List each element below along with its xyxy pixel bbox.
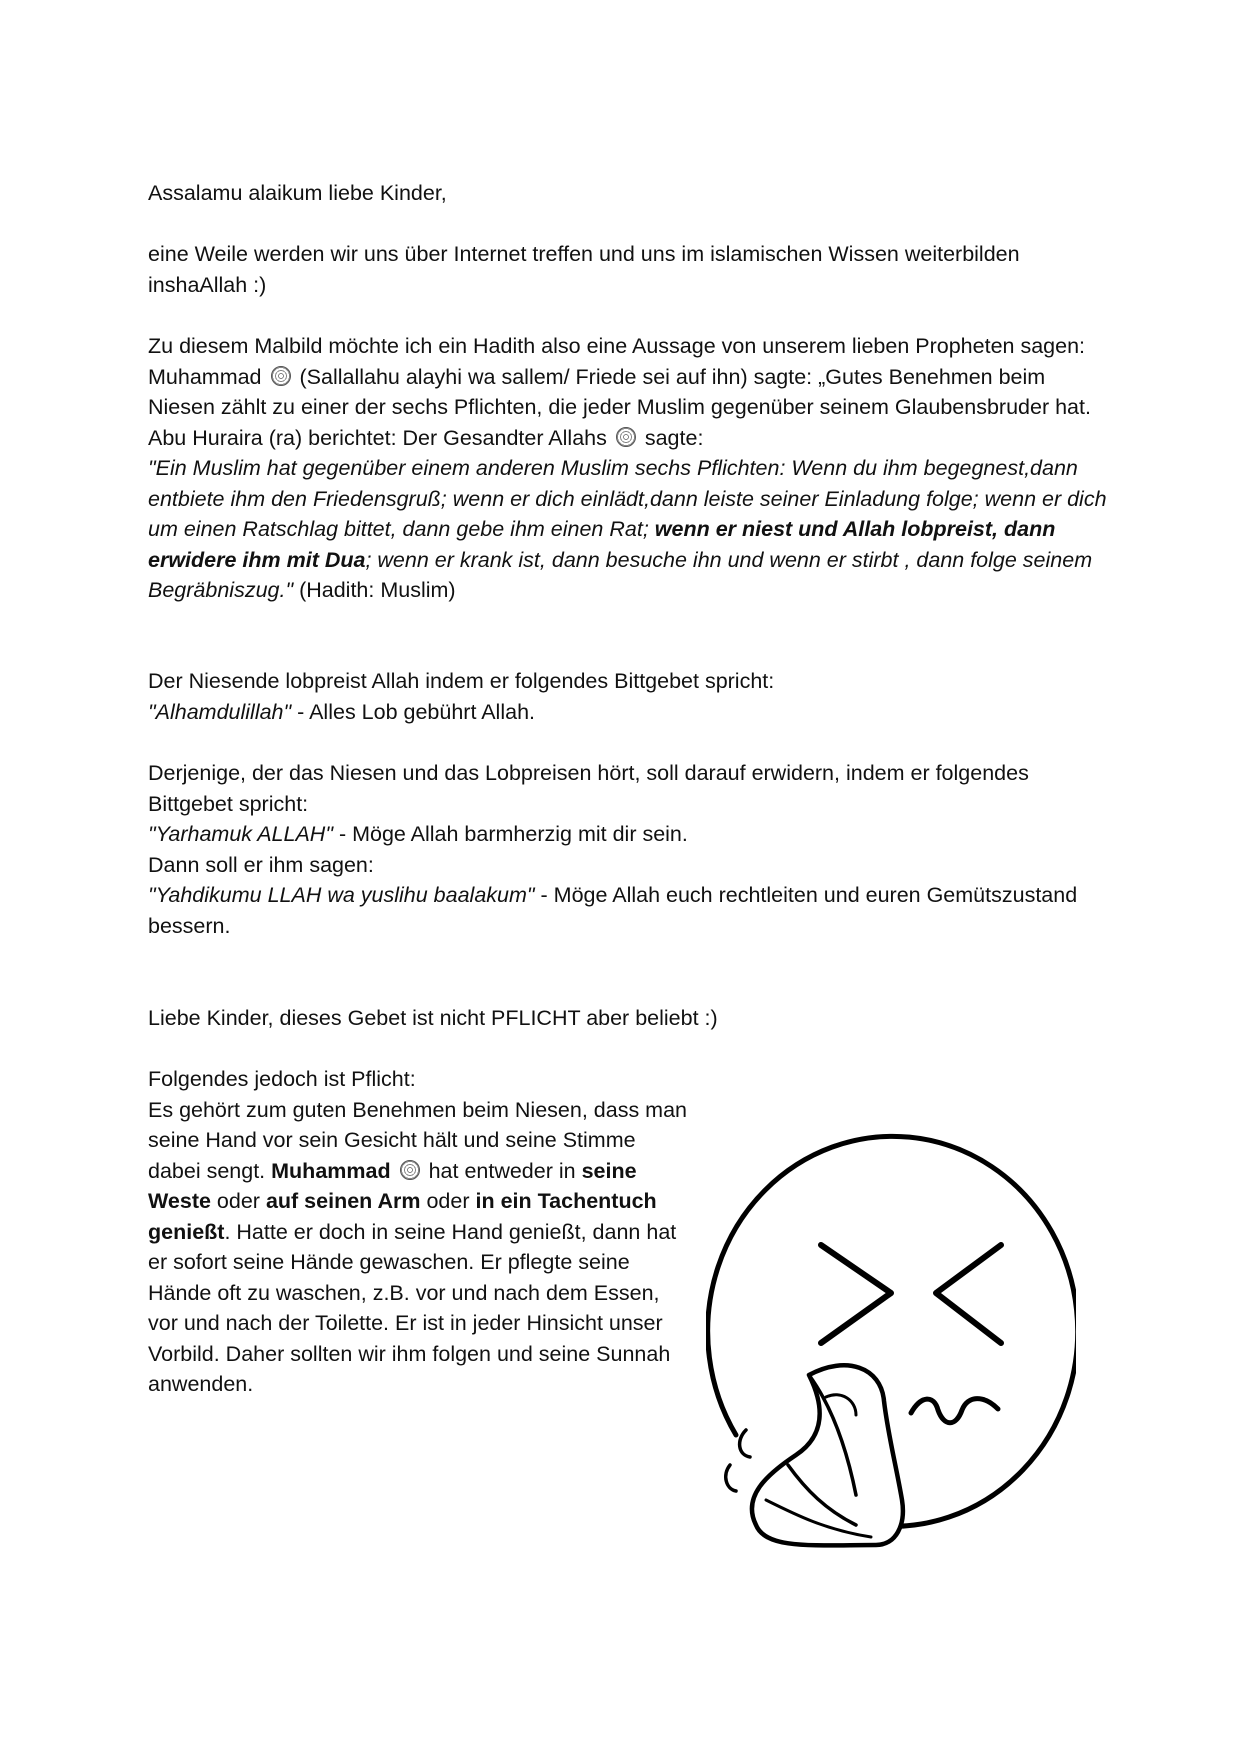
alhamdulillah-dua: "Alhamdulillah": [148, 699, 292, 724]
yarhamuk-dua: "Yarhamuk ALLAH": [148, 822, 333, 846]
erwidern-section: Derjenige, der das Niesen und das Lobpreisen hört, soll darauf erwidern, indem er folgendes Bittgebet spricht: "Yarhamuk ALLAH" - Möge Allah barmherzig mit dir sein. Dann soll er ihm sagen: "Yahdikumu LLAH wa yuslihu baalakum" - Möge Allah euch rechtleiten und euren Gemütszustand bessern.: [148, 761, 1078, 938]
sneezing-face-emoji-icon: [706, 1105, 1076, 1560]
hadith-section: [148, 331, 1108, 606]
pflicht-paragraph: Es gehört zum guten Benehmen beim Niesen, dass man seine Hand vor sein Gesicht hält und seine Stimme dabei sengt. Muhammad hat entweder in seine Weste oder auf seinen Arm oder in ein Tachentuch genießt. Hatte er doch in seine Hand genießt, dann hat er sofort seine Hände gewaschen. Er pflegte seine Hände oft zu waschen, z.B. vor und nach dem Essen, vor und nach der Toilette. Er ist in jeder Hinsicht unser Vorbild. Daher sollten wir ihm folgen und seine Sunnah anwenden.: [148, 1097, 687, 1396]
greeting: Assalamu alaikum liebe Kinder,: [148, 181, 447, 205]
pbuh-icon: [616, 427, 636, 447]
note-line: Liebe Kinder, dieses Gebet ist nicht PFLICHT aber beliebt :): [148, 1006, 718, 1030]
yahdikumu-dua: "Yahdikumu LLAH wa yuslihu baalakum": [148, 883, 535, 907]
hadith-quote: "Ein Muslim hat gegenüber einem anderen Muslim sechs Pflichten: Wenn du ihm begegnest,dann entbiete ihm den Friedensgruß; wenn er dich einlädt,dann leiste seiner Einladung folge; wenn er dich um einen Ratschlag bittet, dann gebe ihm einen Rat; wenn er niest und Allah lobpreist, dann erwidere ihm mit Dua; wenn er krank ist, dann besuche ihn und wenn er stirbt , dann folge seinem Begräbniszug." (Hadith: Muslim): [148, 456, 1107, 602]
intro-paragraph: eine Weile werden wir uns über Internet treffen und uns im islamischen Wissen weiterbilden inshaAllah :): [148, 242, 1020, 297]
hadith-source: (Hadith: Muslim): [299, 578, 456, 602]
abu-huraira-line: Abu Huraira (ra) berichtet: Der Gesandter Allahs sagte:: [148, 425, 704, 450]
niesende-section: Der Niesende lobpreist Allah indem er folgendes Bittgebet spricht: "Alhamdulillah" - Alles Lob gebührt Allah.: [148, 669, 775, 724]
hadith-quote-emphasis: wenn er niest und Allah lobpreist, dann erwidere ihm mit Dua: [148, 517, 1056, 572]
pflicht-heading: Folgendes jedoch ist Pflicht:: [148, 1067, 416, 1091]
pbuh-icon: [400, 1160, 420, 1180]
pbuh-icon: [271, 366, 291, 386]
pflicht-section: [148, 1064, 688, 1400]
hadith-intro: Zu diesem Malbild möchte ich ein Hadith also eine Aussage von unserem lieben Propheten sagen: Muhammad (Sallallahu alayhi wa sallem/ Friede sei auf ihn) sagte: „Gutes Benehmen beim Niesen zählt zu einer der sechs Pflichten, die jeder Muslim gegenüber seinem Glaubensbruder hat.: [148, 334, 1091, 419]
